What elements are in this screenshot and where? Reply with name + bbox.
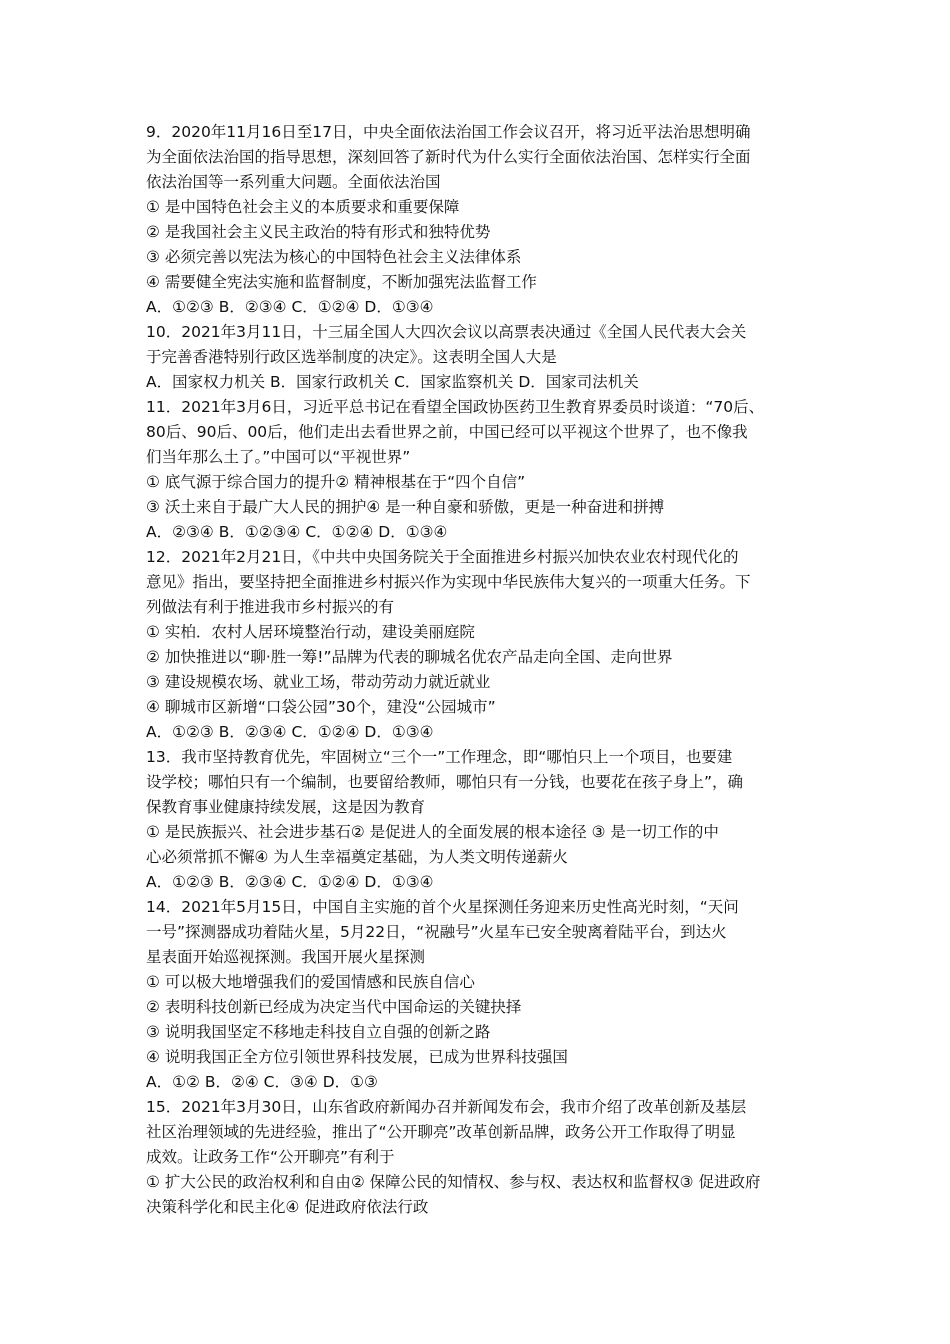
text-line: ① 实柏．农村人居环境整治行动，建设美丽庭院 bbox=[146, 623, 475, 641]
text-line: A．①② B．②④ C．③④ D．①③ bbox=[146, 1073, 378, 1091]
text-line: 11．2021年3月6日，习近平总书记在看望全国政协医药卫生教育界委员时谈道：“70后、 bbox=[146, 398, 765, 416]
text-line: 14．2021年5月15日，中国自主实施的首个火星探测任务迎来历史性高光时刻，“天问 bbox=[146, 898, 739, 916]
text-line: 心必须常抓不懈④ 为人生幸福奠定基础，为人类文明传递薪火 bbox=[146, 848, 568, 866]
text-line: ① 底气源于综合国力的提升② 精神根基在于“四个自信” bbox=[146, 473, 526, 491]
text-line: 列做法有利于推进我市乡村振兴的有 bbox=[146, 598, 395, 616]
text-line: ③ 沃土来自于最广大人民的拥护④ 是一种自豪和骄傲，更是一种奋进和拼搏 bbox=[146, 498, 665, 516]
text-line: ② 表明科技创新已经成为决定当代中国命运的关键抉择 bbox=[146, 998, 522, 1016]
text-line: ③ 建设规模农场、就业工场，带动劳动力就近就业 bbox=[146, 673, 491, 691]
text-line: ④ 需要健全宪法实施和监督制度，不断加强宪法监督工作 bbox=[146, 273, 537, 291]
text-line: ① 可以极大地增强我们的爱国情感和民族自信心 bbox=[146, 973, 475, 991]
text-line: A．①②③ B．②③④ C．①②④ D．①③④ bbox=[146, 873, 434, 891]
text-line: ① 是民族振兴、社会进步基石② 是促进人的全面发展的根本途径 ③ 是一切工作的中 bbox=[146, 823, 719, 841]
document-body bbox=[146, 120, 810, 1220]
text-line: 15．2021年3月30日，山东省政府新闻办召并新闻发布会，我市介绍了改革创新及基层 bbox=[146, 1098, 747, 1116]
text-line: 们当年那么土了。”中国可以“平视世界” bbox=[146, 448, 411, 466]
text-line: 于完善香港特别行政区选举制度的决定》。这表明全国人大是 bbox=[146, 348, 557, 366]
text-line: 决策科学化和民主化④ 促进政府依法行政 bbox=[146, 1198, 429, 1216]
text-line: ④ 聊城市区新增“口袋公园”30个，建没“公园城市” bbox=[146, 698, 496, 716]
text-line: ② 加快推进以“聊·胜一筹!”品牌为代表的聊城名优农产品走向全国、走向世界 bbox=[146, 648, 673, 666]
text-line: 星表面开始巡视探测。我国开展火星探测 bbox=[146, 948, 426, 966]
text-line: A．①②③ B．②③④ C．①②④ D．①③④ bbox=[146, 298, 434, 316]
text-line: 依法治国等一系列重大问题。全面依法治国 bbox=[146, 173, 441, 191]
text-line: ③ 说明我国坚定不移地走科技自立自强的创新之路 bbox=[146, 1023, 491, 1041]
text-line: 10．2021年3月11日，十三届全国人大四次会议以高票表决通过《全国人民代表大会关 bbox=[146, 323, 747, 341]
text-line: 为全面依法治国的指导思想，深刻回答了新时代为什么实行全面依法治国、怎样实行全面 bbox=[146, 148, 751, 166]
text-line: 12．2021年2月21日，《中共中央国务院关于全面推进乡村振兴加快农业农村现代化的 bbox=[146, 548, 739, 566]
text-line: 13．我市坚持教育优先，牢固树立“三个一”工作理念，即“哪怕只上一个项目，也要建 bbox=[146, 748, 733, 766]
text-line: ① 是中国特色社会主义的本质要求和重要保障 bbox=[146, 198, 460, 216]
text-line: 社区治理领域的先进经验，推出了“公开聊亮”改革创新品牌，政务公开工作取得了明显 bbox=[146, 1123, 736, 1141]
text-line: 80后、90后、00后，他们走出去看世界之前，中国已经可以平视这个世界了，也不像我 bbox=[146, 423, 748, 441]
text-line: ① 扩大公民的政治权利和自由② 保障公民的知情权、参与权、表达权和监督权③ 促进政府 bbox=[146, 1173, 761, 1191]
text-line: A．①②③ B．②③④ C．①②④ D．①③④ bbox=[146, 723, 434, 741]
text-line: 意见》指出，要坚持把全面推进乡村振兴作为实现中华民族伟大复兴的一项重大任务。下 bbox=[146, 573, 751, 591]
text-line: 保教育事业健康持续发展，这是因为教育 bbox=[146, 798, 426, 816]
text-line: A．②③④ B．①②③④ C．①②④ D．①③④ bbox=[146, 523, 448, 541]
text-line: 一号”探测器成功着陆火星，5月22日，“祝融号”火星车已安全驶离着陆平台，到达火 bbox=[146, 923, 727, 941]
text-line: ② 是我国社会主义民主政治的特有形式和独特优势 bbox=[146, 223, 491, 241]
text-line: 设学校；哪怕只有一个编制，也要留给教师，哪怕只有一分钱，也要花在孩子身上”，确 bbox=[146, 773, 744, 791]
text-line: 成效。让政务工作“公开聊亮”有利于 bbox=[146, 1148, 395, 1166]
text-line: ③ 必须完善以宪法为核心的中国特色社会主义法律体系 bbox=[146, 248, 522, 266]
text-line: 9．2020年11月16日至17日，中央全面依法治国工作会议召开，将习近平法治思想明确 bbox=[146, 123, 751, 141]
text-line: ④ 说明我国正全方位引领世界科技发展，已成为世界科技强国 bbox=[146, 1048, 568, 1066]
text-line: A．国家权力机关 B．国家行政机关 C．国家监察机关 D．国家司法机关 bbox=[146, 373, 639, 391]
